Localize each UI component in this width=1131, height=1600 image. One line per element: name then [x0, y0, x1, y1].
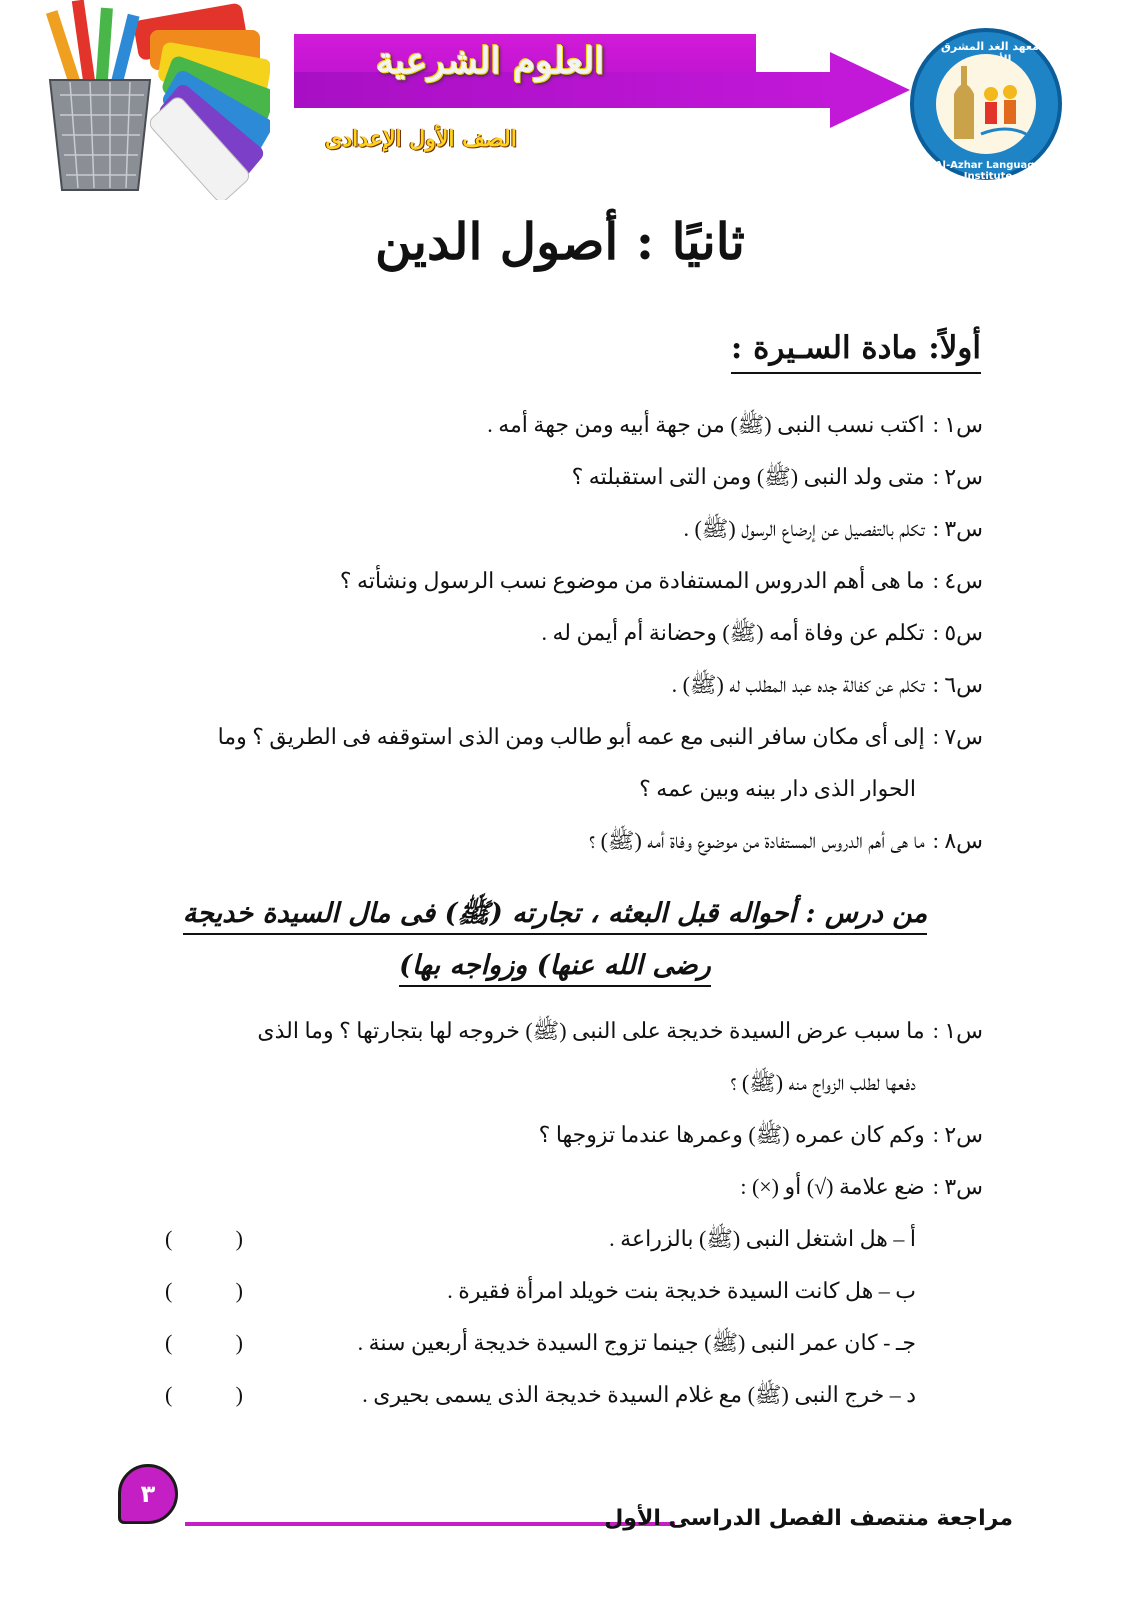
grade-label: الصف الأول الإعدادى: [325, 126, 517, 152]
question-row: [541, 620, 983, 646]
lesson-title-line2: [160, 950, 950, 981]
section-title-sira: أولاً: مادة السـيرة :: [731, 330, 981, 374]
question-text: ما هى أهم الدروس المستفادة من موضوع نسب الرسول ونشأته ؟: [339, 568, 925, 593]
paren-close: ): [235, 1226, 243, 1251]
page-title: ثانيًا : أصول الدين: [375, 212, 745, 271]
paren-open: (: [165, 1382, 173, 1407]
institute-logo-icon: [910, 28, 1062, 180]
answer-parentheses[interactable]: [165, 1330, 243, 1356]
question-number: س٦ :: [932, 672, 983, 697]
question-row: [683, 516, 983, 542]
answer-parentheses[interactable]: [165, 1278, 243, 1304]
question-text: ضع علامة (√) أو (×) :: [740, 1174, 925, 1199]
question-text: تكلم بالتفصيل عن إرضاع الرسول (ﷺ) .: [683, 516, 925, 541]
question-row: [672, 672, 983, 698]
question-number: س٢ :: [932, 1122, 983, 1147]
pencil-cup-illustration: [30, 0, 270, 200]
question-row: [589, 828, 983, 854]
question-number: س٣ :: [932, 516, 983, 541]
question-number: س٤ :: [932, 568, 983, 593]
logo-emblem: [936, 54, 1036, 154]
lesson-title-line1: [160, 896, 950, 936]
question-continuation: دفعها لطلب الزواج منه (ﷺ) ؟: [730, 1070, 916, 1095]
footer-text: مراجعة منتصف الفصل الدراسى الأول: [604, 1506, 1013, 1531]
answer-parentheses[interactable]: [165, 1382, 243, 1408]
question-number: س٨ :: [932, 828, 983, 853]
logo-arabic-text: معهد الغد المشرق: [941, 40, 1039, 53]
question-row: [740, 1174, 983, 1200]
paren-close: ): [235, 1330, 243, 1355]
question-number: س٧ :: [932, 724, 983, 749]
question-text: اكتب نسب النبى (ﷺ) من جهة أبيه ومن جهة أمه .: [487, 412, 925, 437]
question-text: ما هى أهم الدروس المستفادة من موضوع وفاة أمه (ﷺ) ؟: [589, 828, 925, 853]
footer-divider: [185, 1522, 675, 1526]
question-number: س٣ :: [932, 1174, 983, 1199]
question-number: س١ :: [932, 1018, 983, 1043]
question-row: [340, 568, 983, 594]
answer-parentheses[interactable]: [165, 1226, 243, 1252]
question-row: [539, 1122, 983, 1148]
true-false-item: جـ - كان عمر النبى (ﷺ) جينما تزوج السيدة خديجة أربعين سنة .: [357, 1330, 916, 1355]
mosque-children-icon: [936, 54, 1036, 154]
true-false-item: د – خرج النبى (ﷺ) مع غلام السيدة خديجة الذى يسمى بحيرى .: [362, 1382, 916, 1407]
question-continuation: الحوار الذى دار بينه وبين عمه ؟: [639, 776, 916, 801]
question-row: [257, 1018, 983, 1044]
paren-close: ): [235, 1382, 243, 1407]
logo-english-text: Al-Azhar Language Institute: [934, 160, 1042, 182]
question-number: س٥ :: [932, 620, 983, 645]
true-false-item: ب – هل كانت السيدة خديجة بنت خويلد امرأة فقيرة .: [447, 1278, 916, 1303]
question-text: متى ولد النبى (ﷺ) ومن التى استقبلته ؟: [571, 464, 925, 489]
question-row: [218, 724, 983, 750]
subject-title: العلوم الشرعية: [375, 40, 605, 82]
question-number: س٢ :: [932, 464, 983, 489]
paren-open: (: [165, 1330, 173, 1355]
question-text: تكلم عن كفالة جده عبد المطلب له (ﷺ) .: [671, 672, 925, 697]
page-number-badge: ٣: [118, 1464, 178, 1524]
question-row: [572, 464, 983, 490]
question-text: إلى أى مكان سافر النبى مع عمه أبو طالب ومن الذى استوقفه فى الطريق ؟ وما: [217, 724, 925, 749]
question-text: تكلم عن وفاة أمه (ﷺ) وحضانة أم أيمن له .: [541, 620, 925, 645]
true-false-item: أ – هل اشتغل النبى (ﷺ) بالزراعة .: [609, 1226, 916, 1251]
question-text: وكم كان عمره (ﷺ) وعمرها عندما تزوجها ؟: [538, 1122, 925, 1147]
paren-open: (: [165, 1278, 173, 1303]
question-row: [487, 412, 983, 438]
question-number: س١ :: [932, 412, 983, 437]
question-text: ما سبب عرض السيدة خديجة على النبى (ﷺ) خروجه لها بتجارتها ؟ وما الذى: [257, 1018, 925, 1043]
lesson-title-text: رضى الله عنها) وزواجه بها): [399, 950, 711, 987]
header-arrow-head: [830, 52, 910, 128]
paren-open: (: [165, 1226, 173, 1251]
lesson-title-text: من درس : أحواله قبل البعثه ، تجارته (ﷺ) فى مال السيدة خديجة: [183, 898, 928, 935]
paren-close: ): [235, 1278, 243, 1303]
